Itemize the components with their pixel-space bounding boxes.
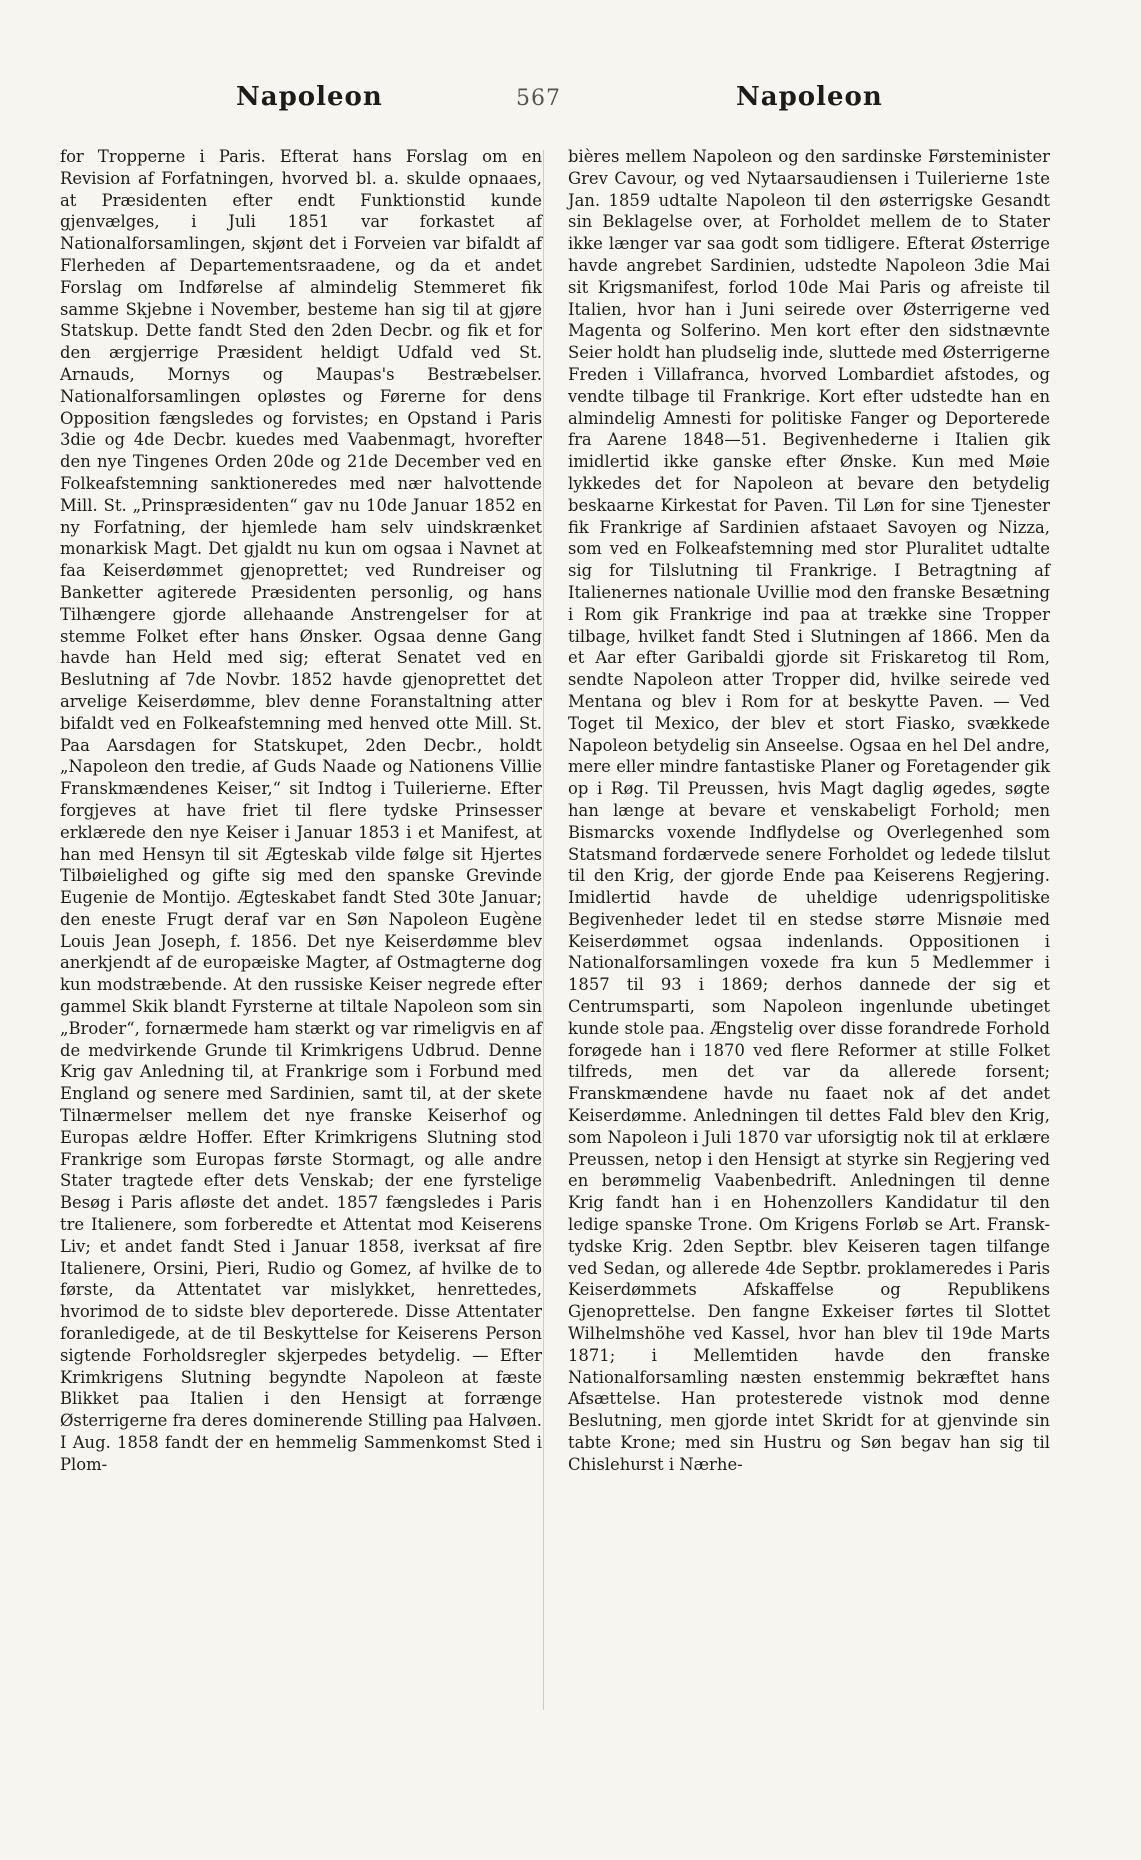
- running-header: [60, 82, 1080, 122]
- left-column-text: for Tropperne i Paris. Efterat hans Forslag om en Revision af Forfatningen, hvorved bl. a. skulde opnaaes, at Præsidenten efter endt Funktionstid kunde gjenvælges, i Juli 1851 var forkastet af Nationalforsamlingen, skjønt det i Forveien var bifaldt af Flerheden af Departementsraadene, og da et andet Forslag om Indførelse af almindelig Stemmeret fik samme Skjebne i November, besteme han sig til at gjøre Statskup. Dette fandt Sted den 2den Decbr. og fik et for den ærgjerrige Præsident heldigt Udfald ved St. Arnauds, Mornys og Maupas's Bestræbelser. Nationalforsamlingen opløstes og Førerne for dens Opposition fængsledes og forvistes; en Opstand i Paris 3die og 4de Decbr. kuedes med Vaabenmagt, hvorefter den nye Tingenes Orden 20de og 21de December ved en Folkeafstemning sanktioneredes med nær halvottende Mill. St. „Prinspræsidenten“ gav nu 10de Januar 1852 en ny Forfatning, der hjemlede ham selv uindskrænket monarkisk Magt. Det gjaldt nu kun om ogsaa i Navnet at faa Keiserdømmet gjenoprettet; ved Rundreiser og Banketter agiterede Præsidenten personlig, og hans Tilhængere gjorde allehaande Anstrengelser for at stemme Folket efter hans Ønsker. Ogsaa denne Gang havde han Held med sig; efterat Senatet ved en Beslutning af 7de Novbr. 1852 havde gjenoprettet det arvelige Keiserdømme, blev denne Foranstaltning atter bifaldt ved en Folkeafstemning med henved otte Mill. St. Paa Aarsdagen for Statskupet, 2den Decbr., holdt „Napoleon den tredie, af Guds Naade og Nationens Villie Franskmændenes Keiser,“ sit Indtog i Tuilerierne. Efter forgjeves at have friet til flere tydske Prinsesser erklærede den nye Keiser i Januar 1853 i et Manifest, at han med Hensyn til sit Ægteskab vilde følge sit Hjertes Tilbøielighed og gifte sig med den spanske Grevinde Eugenie de Montijo. Ægteskabet fandt Sted 30te Januar; den eneste Frugt deraf var en Søn Napoleon Eugène Louis Jean Joseph, f. 1856. Det nye Keiserdømme blev anerkjendt af de europæiske Magter, af Ostmagterne dog kun modstræbende. At den russiske Keiser negrede efter gammel Skik blandt Fyrsterne at tiltale Napoleon som sin „Broder“, fornærmede ham stærkt og var rimeligvis en af de medvirkende Grunde til Krimkrigens Udbrud. Denne Krig gav Anledning til, at Frankrige som i Forbund med England og senere med Sardinien, samt til, at der skete Tilnærmelser mellem det nye franske Keiserhof og Europas ældre Hoffer. Efter Krimkrigens Slutning stod Frankrige som Europas første Stormagt, og alle andre Stater tragtede efter dets Venskab; der ene fyrstelige Besøg i Paris afløste det andet. 1857 fængsledes i Paris tre Italienere, som forberedte et Attentat mod Keiserens Liv; et andet fandt Sted i Januar 1858, iverksat af fire Italienere, Orsini, Pieri, Rudio og Gomez, af hvilke de to første, da Attentatet var mislykket, henrettedes, hvorimod de to sidste blev deporterede. Disse Attentater foranledigede, at de til Beskyttelse for Keiserens Person sigtende Forholdsregler skjerpedes betydelig. — Efter Krimkrigens Slutning begyndte Napoleon at fæste Blikket paa Italien i den Hensigt at forrænge Østerrigerne fra deres dominerende Stilling paa Halvøen. I Aug. 1858 fandt der en hemmelig Sammenkomst Sted i Plom-: [60, 147, 542, 1474]
- column-divider: [543, 150, 544, 1710]
- header-left-title: Napoleon: [236, 82, 383, 112]
- right-column: [568, 146, 1050, 1476]
- page-number: 567: [516, 86, 561, 111]
- left-column: [60, 146, 542, 1476]
- header-right-title: Napoleon: [736, 82, 883, 112]
- right-column-text: bières mellem Napoleon og den sardinske Førsteminister Grev Cavour, og ved Nytaarsaudiensen i Tuilerierne 1ste Jan. 1859 udtalte Napoleon til den østerrigske Gesandt sin Beklagelse over, at Forholdet mellem de to Stater ikke længer var saa godt som tidligere. Efterat Østerrige havde angrebet Sardinien, udstedte Napoleon 3die Mai sit Krigsmanifest, forlod 10de Mai Paris og afreiste til Italien, hvor han i Juni seirede over Østerrigerne ved Magenta og Solferino. Men kort efter den sidstnævnte Seier holdt han pludselig inde, sluttede med Østerrigerne Freden i Villafranca, hvorved Lombardiet afstodes, og vendte tilbage til Frankrige. Kort efter udstedte han en almindelig Amnesti for politiske Fanger og Deporterede fra Aarene 1848—51. Begivenhederne i Italien gik imidlertid ikke ganske efter Ønske. Kun med Møie lykkedes det for Napoleon at bevare den betydelig beskaarne Kirkestat for Paven. Til Løn for sine Tjenester fik Frankrige af Sardinien afstaaet Savoyen og Nizza, som ved en Folkeafstemning med stor Pluralitet udtalte sig for Tilslutning til Frankrige. I Betragtning af Italienernes nationale Uvillie mod den franske Besætning i Rom gik Frankrige ind paa at trække sine Tropper tilbage, hvilket fandt Sted i Slutningen af 1866. Men da et Aar efter Garibaldi gjorde sit Friskaretog til Rom, sendte Napoleon atter Tropper did, hvilke seirede ved Mentana og blev i Rom for at beskytte Paven. — Ved Toget til Mexico, der blev et stort Fiasko, svækkede Napoleon betydelig sin Anseelse. Ogsaa en hel Del andre, mere eller mindre fantastiske Planer og Foretagender gik op i Røg. Til Preussen, hvis Magt daglig øgedes, søgte han længe at bevare et venskabeligt Forhold; men Bismarcks voxende Indflydelse og Overlegenhed som Statsmand fordærvede senere Forholdet og ledede tilslut til den Krig, der gjorde Ende paa Keiserens Regjering. Imidlertid havde de uheldige udenrigspolitiske Begivenheder ledet til en stedse større Misnøie med Keiserdømmet ogsaa indenlands. Oppositionen i Nationalforsamlingen voxede fra kun 5 Medlemmer i 1857 til 93 i 1869; derhos dannede der sig et Centrumsparti, som Napoleon ingenlunde ubetinget kunde stole paa. Ængstelig over disse forandrede Forhold forøgede han i 1870 ved flere Reformer at stille Folket tilfreds, men det var da allerede forsent; Franskmændene havde nu faaet nok af det andet Keiserdømme. Anledningen til dettes Fald blev den Krig, som Napoleon i Juli 1870 var uforsigtig nok til at erklære Preussen, netop i den Hensigt at styrke sin Regjering ved en berømmelig Vaabenbedrift. Anledningen til denne Krig fandt han i en Hohenzollers Kandidatur til den ledige spanske Trone. Om Krigens Forløb se Art. Fransk-tydske Krig. 2den Septbr. blev Keiseren tagen tilfange ved Sedan, og allerede 4de Septbr. proklameredes i Paris Keiserdømmets Afskaffelse og Republikens Gjenoprettelse. Den fangne Exkeiser førtes til Slottet Wilhelmshöhe ved Kassel, hvor han blev til 19de Marts 1871; i Mellemtiden havde den franske Nationalforsamling næsten enstemmig bekræftet hans Afsættelse. Han protesterede vistnok mod denne Beslutning, men gjorde intet Skridt for at gjenvinde sin tabte Krone; med sin Hustru og Søn begav han sig til Chislehurst i Nærhe-: [568, 147, 1050, 1474]
